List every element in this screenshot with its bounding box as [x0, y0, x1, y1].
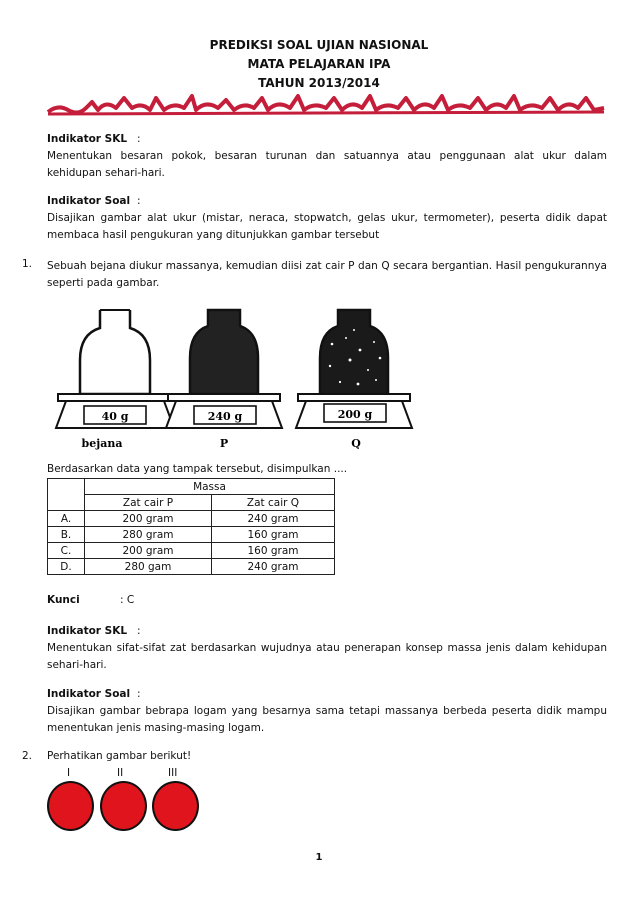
caption-p: P	[219, 437, 229, 450]
table-row: B. 280 gram 160 gram	[48, 527, 335, 543]
balance-q	[296, 310, 412, 450]
soal-label-2: Indikator Soal	[47, 688, 131, 700]
label-ball-i: I	[67, 767, 71, 779]
reading-bejana: 40 g	[101, 410, 129, 423]
soal-text-2: Disajikan gambar bebrapa logam yang besarnya sama tetapi massanya berbeda peserta didik mampu menentukan jenis masing-masing logam.	[47, 705, 607, 734]
metal-ball-i	[47, 781, 94, 831]
caption-q: Q	[351, 437, 361, 450]
table-header-p: Zat cair P	[85, 495, 212, 511]
label-ball-iii: III	[168, 767, 178, 779]
question-2-text: Perhatikan gambar berikut!	[47, 750, 192, 762]
table-group-header: Massa	[85, 479, 335, 495]
skl-text: Menentukan besaran pokok, besaran turunan dan satuannya atau penggunaan alat ukur dalam kehidupan sehari-hari.	[47, 150, 607, 179]
table-header-q: Zat cair Q	[212, 495, 335, 511]
skl-colon: :	[137, 133, 141, 145]
question-2-number: 2.	[22, 750, 33, 762]
key-label: Kunci	[47, 594, 80, 606]
skl-label: Indikator SKL	[47, 133, 128, 145]
balance-p	[166, 310, 282, 450]
balance-bejana	[56, 310, 174, 450]
skl-colon-2: :	[137, 625, 141, 637]
soal-colon: :	[137, 195, 141, 207]
question-1-number: 1.	[22, 258, 33, 270]
decorative-ornament	[46, 92, 606, 118]
soal-text: Disajikan gambar alat ukur (mistar, neraca, stopwatch, gelas ukur, termometer), peserta didik dapat membaca hasil pengukuran yang ditunjukkan gambar tersebut	[47, 212, 607, 241]
balance-figure	[40, 300, 440, 456]
soal-colon-2: :	[137, 688, 141, 700]
reading-q: 200 g	[337, 408, 373, 421]
caption-bejana: bejana	[81, 437, 123, 450]
key-value: : C	[120, 594, 135, 606]
title-line-2: MATA PELAJARAN IPA	[247, 57, 391, 71]
title-line-1: PREDIKSI SOAL UJIAN NASIONAL	[209, 38, 429, 52]
page-number: 1	[315, 852, 323, 863]
question-1-conclusion: Berdasarkan data yang tampak tersebut, disimpulkan ....	[47, 463, 348, 475]
metal-ball-ii	[100, 781, 147, 831]
reading-p: 240 g	[207, 410, 243, 423]
title-line-3: TAHUN 2013/2014	[258, 76, 380, 90]
table-row: C. 200 gram 160 gram	[48, 543, 335, 559]
metal-ball-iii	[152, 781, 199, 831]
table-row: A. 200 gram 240 gram	[48, 511, 335, 527]
skl-text-2: Menentukan sifat-sifat zat berdasarkan wujudnya atau penerapan konsep massa jenis dalam kehidupan sehari-hari.	[47, 642, 607, 671]
question-1-text: Sebuah bejana diukur massanya, kemudian diisi zat cair P dan Q secara bergantian. Hasil pengukurannya seperti pada gambar.	[47, 260, 607, 289]
table-row: D. 280 gam 240 gram	[48, 559, 335, 575]
skl-label-2: Indikator SKL	[47, 625, 128, 637]
answer-table	[47, 478, 335, 575]
label-ball-ii: II	[117, 767, 124, 779]
soal-label: Indikator Soal	[47, 195, 131, 207]
